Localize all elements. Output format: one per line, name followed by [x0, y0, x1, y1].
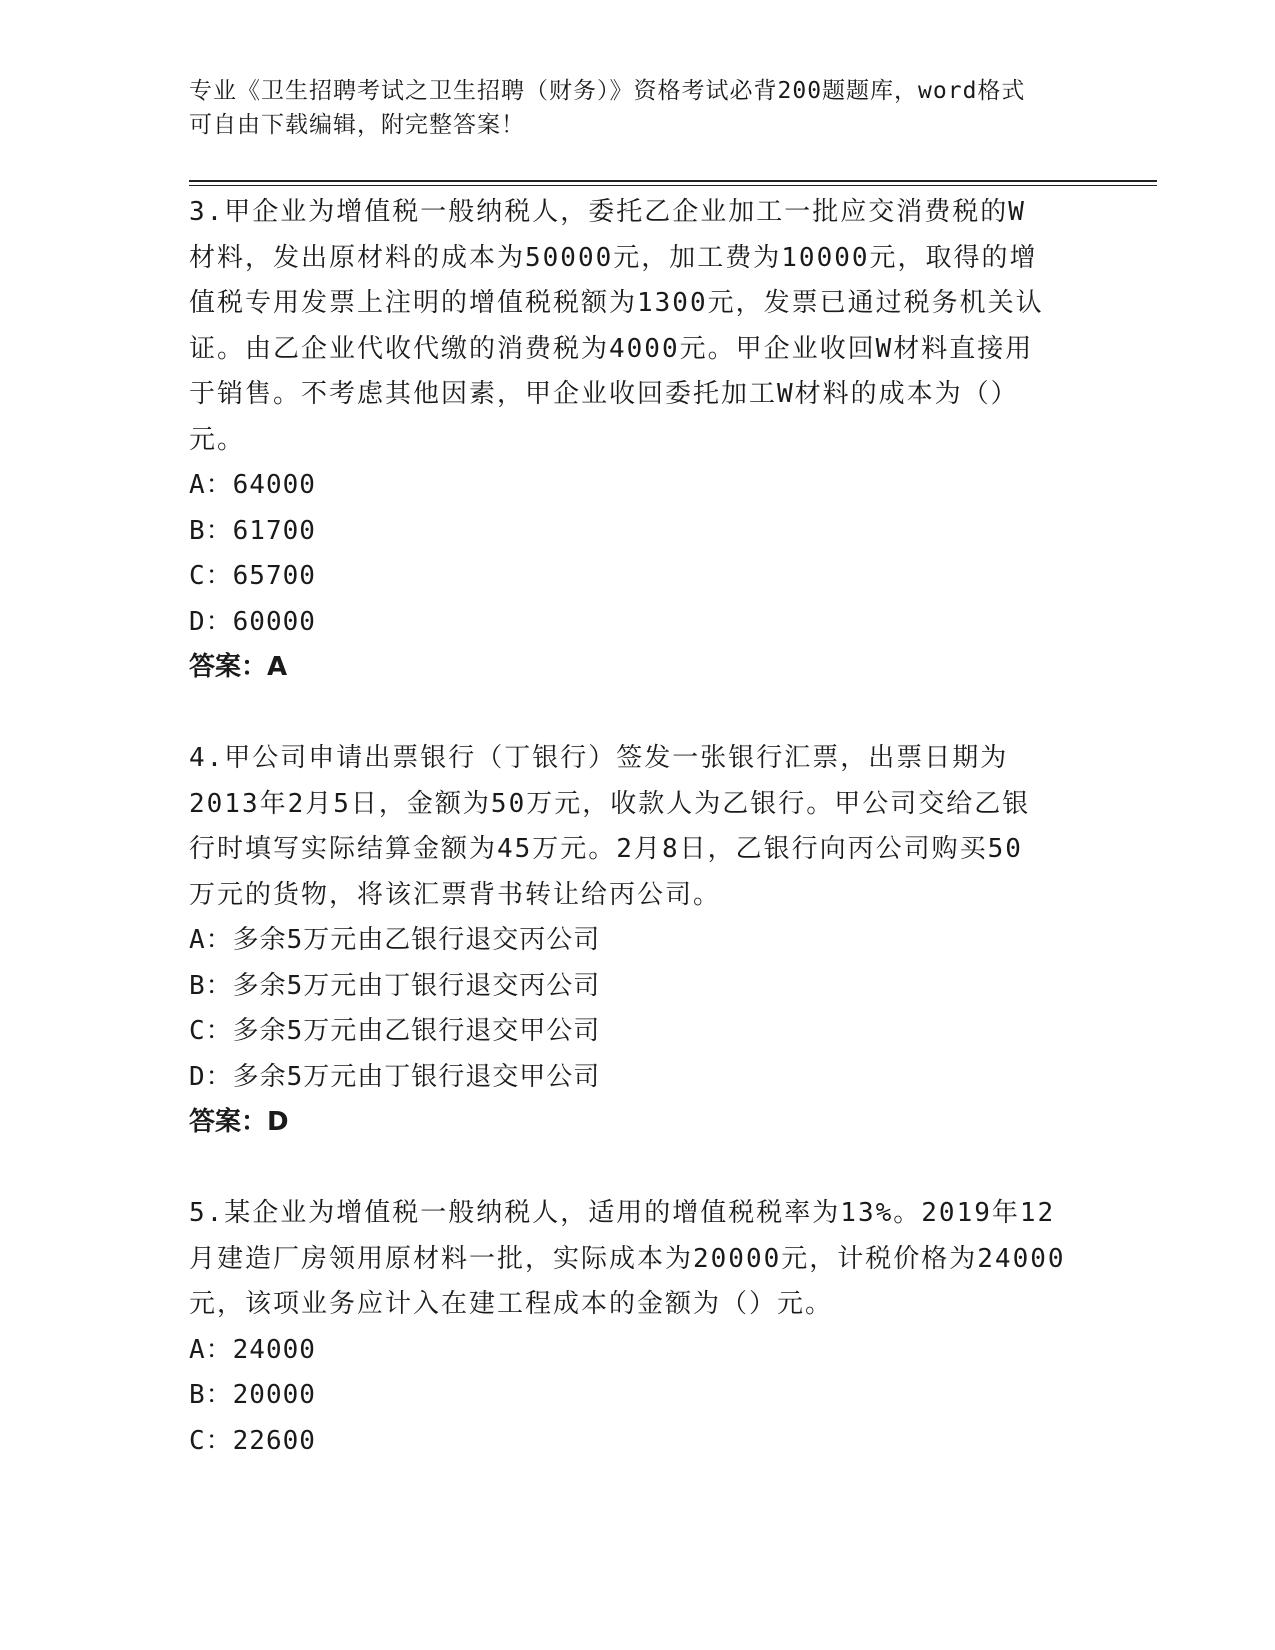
answer-label: 答案：D — [189, 1107, 289, 1137]
answer-label: 答案：A — [189, 652, 288, 682]
option-c: C：65700 — [189, 561, 316, 591]
header-divider-thick — [189, 180, 1157, 182]
question-line: 月建造厂房领用原材料一批，实际成本为20000元，计税价格为24000 — [189, 1243, 1066, 1274]
question-line: 4.甲公司申请出票银行（丁银行）签发一张银行汇票，出票日期为 — [189, 743, 1009, 773]
question-line: 值税专用发票上注明的增值税税额为1300元，发票已通过税务机关认 — [189, 288, 1044, 318]
document-header — [189, 74, 1089, 142]
header-line-2: 可自由下载编辑，附完整答案！ — [189, 112, 525, 138]
option-c: C：多余5万元由乙银行退交甲公司 — [189, 1016, 601, 1046]
option-b: B：20000 — [189, 1380, 316, 1410]
header-divider-thin — [189, 185, 1157, 186]
question-line: 元。 — [189, 424, 246, 455]
option-a: A：64000 — [189, 470, 316, 500]
question-line: 材料，发出原材料的成本为50000元，加工费为10000元，取得的增 — [189, 242, 1038, 273]
option-a: A：24000 — [189, 1334, 316, 1365]
option-c: C：22600 — [189, 1425, 316, 1456]
option-a: A：多余5万元由乙银行退交丙公司 — [189, 925, 601, 955]
question-line: 万元的货物，将该汇票背书转让给丙公司。 — [189, 879, 722, 910]
question-block — [189, 736, 1089, 1146]
option-b: B：61700 — [189, 515, 316, 546]
question-block — [189, 1191, 1089, 1464]
option-d: D：60000 — [189, 606, 316, 637]
option-b: B：多余5万元由丁银行退交丙公司 — [189, 970, 601, 1001]
spacer — [189, 1146, 1089, 1192]
question-line: 行时填写实际结算金额为45万元。2月8日，乙银行向丙公司购买50 — [189, 834, 1023, 864]
header-line-1: 专业《卫生招聘考试之卫生招聘（财务）》资格考试必背200题题库，word格式 — [189, 78, 1026, 104]
question-line: 元，该项业务应计入在建工程成本的金额为（）元。 — [189, 1289, 834, 1319]
question-line: 证。由乙企业代收代缴的消费税为4000元。甲企业收回W材料直接用 — [189, 333, 1034, 364]
spacer — [189, 691, 1089, 737]
question-line: 5.某企业为增值税一般纳税人，适用的增值税税率为13%。2019年12 — [189, 1198, 1056, 1228]
question-line: 3.甲企业为增值税一般纳税人，委托乙企业加工一批应交消费税的W — [189, 197, 1026, 227]
question-line: 于销售。不考虑其他因素，甲企业收回委托加工W材料的成本为（） — [189, 379, 1019, 409]
question-block — [189, 190, 1089, 691]
option-d: D：多余5万元由丁银行退交甲公司 — [189, 1061, 601, 1092]
question-list — [189, 190, 1089, 1464]
question-line: 2013年2月5日，金额为50万元，收款人为乙银行。甲公司交给乙银 — [189, 788, 1031, 819]
